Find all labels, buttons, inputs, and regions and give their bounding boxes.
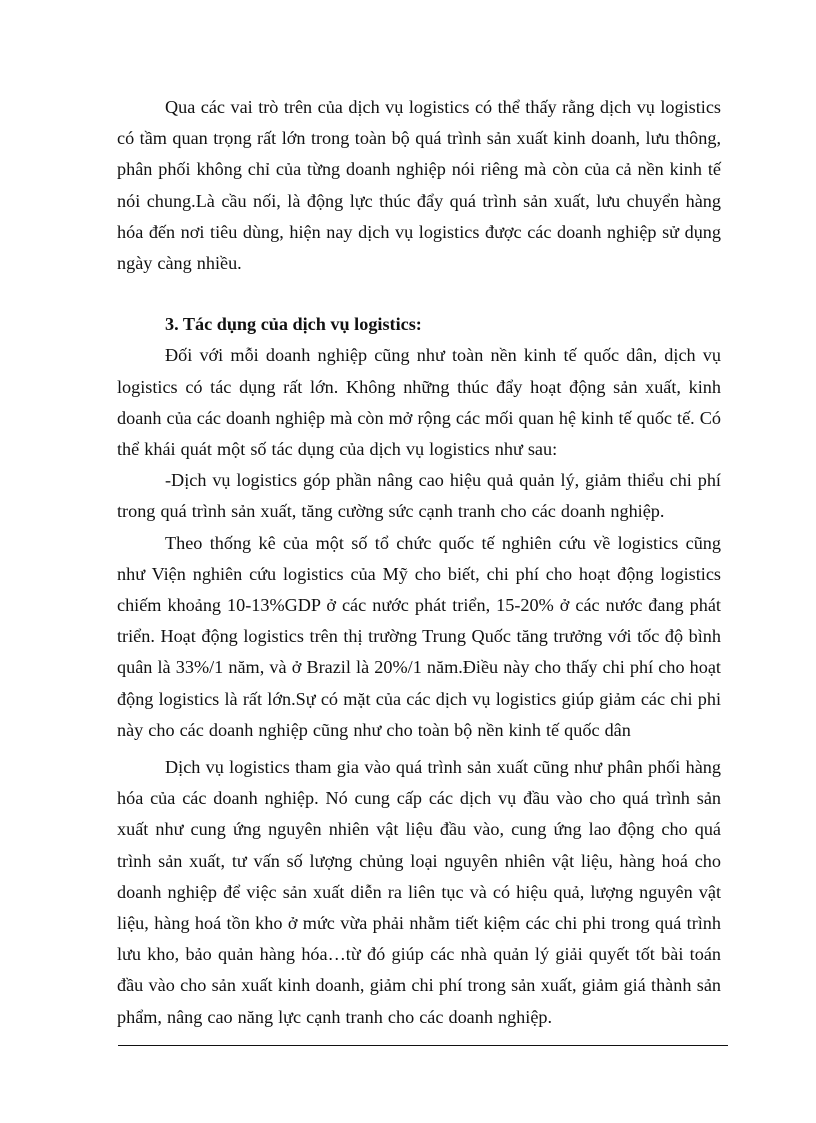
paragraph-intro: Qua các vai trò trên của dịch vụ logistics có thể thấy rằng dịch vụ logistics có tầm quan trọng rất lớn trong toàn bộ quá trình sản xuất kinh doanh, lưu thông, phân phối không chỉ của từng doanh nghiệp nói riêng mà còn của cả nền kinh tế nói chung.Là cầu nối, là động lực thúc đẩy quá trình sản xuất, lưu chuyển hàng hóa đến nơi tiêu dùng, hiện nay dịch vụ logistics được các doanh nghiệp sử dụng ngày càng nhiều.	[117, 97, 721, 274]
paragraph-overview: Đối với mỗi doanh nghiệp cũng như toàn nền kinh tế quốc dân, dịch vụ logistics có tác dụng rất lớn. Không những thúc đẩy hoạt động sản xuất, kinh doanh của các doanh nghiệp mà còn mở rộng các mối quan hệ kinh tế quốc tế. Có thể khái quát một số tác dụng của dịch vụ logistics như sau:	[117, 345, 721, 460]
footer-divider	[118, 1045, 728, 1046]
paragraph-efficiency: -Dịch vụ logistics góp phần nâng cao hiệu quả quản lý, giảm thiểu chi phí trong quá trình sản xuất, tăng cường sức cạnh tranh cho các doanh nghiệp.	[117, 470, 721, 522]
paragraph-production: Dịch vụ logistics tham gia vào quá trình sản xuất cũng như phân phối hàng hóa của các doanh nghiệp. Nó cung cấp các dịch vụ đầu vào cho quá trình sản xuất như cung ứng nguyên nhiên vật liệu đầu vào, cung ứng lao động cho quá trình sản xuất, tư vấn số lượng chủng loại nguyên nhiên vật liệu, hàng hoá cho doanh nghiệp để việc sản xuất diễn ra liên tục và có hiệu quả, lượng nguyên vật liệu, hàng hoá tồn kho ở mức vừa phải nhằm tiết kiệm các chi phi trong quá trình lưu kho, bảo quản hàng hóa…từ đó giúp các nhà quản lý giải quyết tốt bài toán đầu vào cho sản xuất kinh doanh, giảm chi phí trong sản xuất, giảm giá thành sản phẩm, nâng cao năng lực cạnh tranh cho các doanh nghiệp.	[117, 757, 721, 1027]
spacer	[117, 279, 721, 309]
section-heading: 3. Tác dụng của dịch vụ logistics:	[165, 314, 422, 335]
document-page	[117, 92, 721, 1033]
paragraph-statistics: Theo thống kê của một số tổ chức quốc tế nghiên cứu về logistics cũng như Viện nghiên cứu logistics của Mỹ cho biết, chi phí cho hoạt động logistics chiếm khoảng 10-13%GDP ở các nước phát triển, 15-20% ở các nước đang phát triển. Hoạt động logistics trên thị trường Trung Quốc tăng trưởng với tốc độ bình quân là 33%/1 năm, và ở Brazil là 20%/1 năm.Điều này cho thấy chi phí cho hoạt động logistics là rất lớn.Sự có mặt của các dịch vụ logistics giúp giảm các chi phi này cho các doanh nghiệp cũng như cho toàn bộ nền kinh tế quốc dân	[117, 532, 721, 740]
